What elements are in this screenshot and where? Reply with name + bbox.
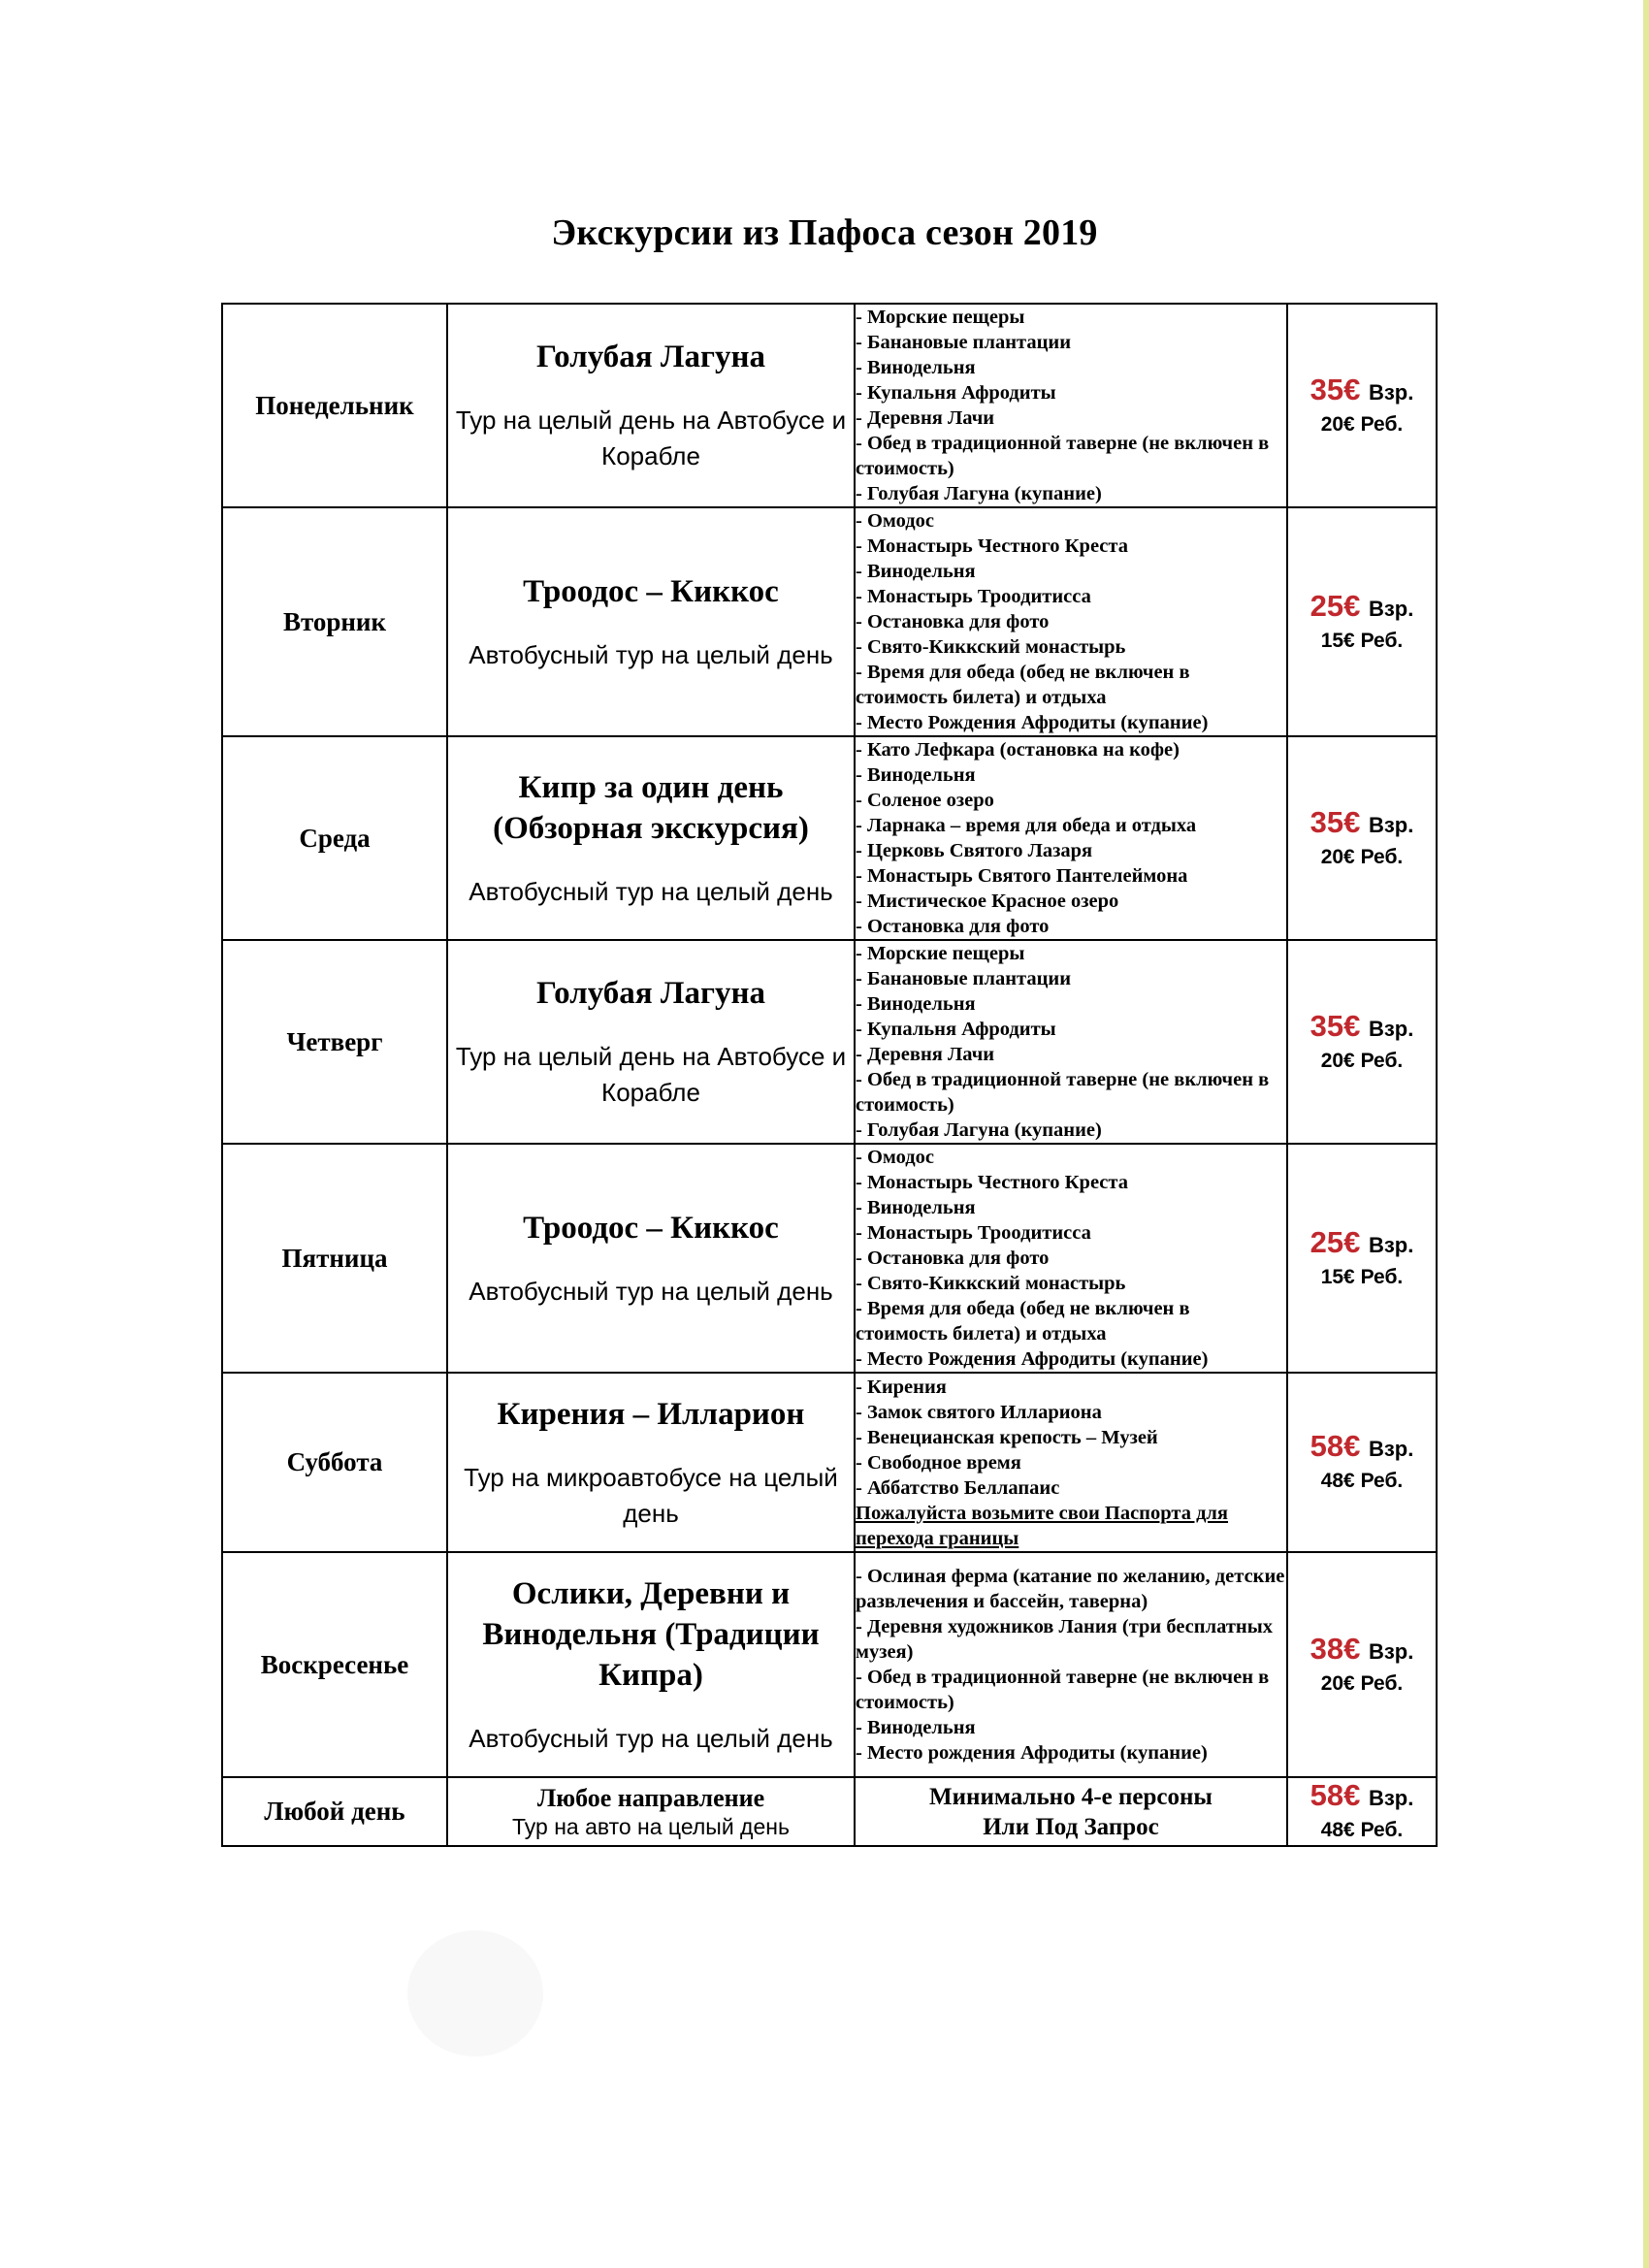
child-price: 20€ Реб. <box>1320 845 1404 868</box>
tour-description: Тур на микроавтобусе на целый день <box>464 1462 838 1528</box>
program-stop: - Морские пещеры <box>856 307 1025 328</box>
tours-table <box>221 303 1438 1847</box>
tour-cell <box>447 1144 855 1373</box>
program-stop: - Аббатство Беллапаис <box>856 1476 1060 1499</box>
program-stop: - Время для обеда (обед не включен в стоимость билета) и отдыха <box>856 1298 1190 1345</box>
child-price: 15€ Реб. <box>1320 1265 1404 1288</box>
page-title: Экскурсии из Пафоса сезон 2019 <box>551 212 1098 253</box>
adult-price <box>1288 1009 1436 1047</box>
table-row <box>222 304 1437 507</box>
program-stop: - Место Рождения Афродиты (купание) <box>856 1348 1209 1370</box>
program-stop: - Остановка для фото <box>856 916 1050 937</box>
program-stop: - Монастырь Троодитисса <box>856 1222 1091 1244</box>
program-stop: - Голубая Лагуна (купание) <box>856 1119 1102 1141</box>
adult-price <box>1288 373 1436 410</box>
program-stop: - Винодельня <box>856 561 976 582</box>
program-cell <box>855 1777 1287 1846</box>
paper-smudge <box>407 1930 543 2057</box>
program-stop: - Монастырь Честного Креста <box>856 1172 1128 1193</box>
adult-label: Взр. <box>1368 1786 1414 1810</box>
price-cell <box>1287 736 1437 940</box>
tour-description: Тур на целый день на Автобусе и Корабле <box>455 1042 847 1107</box>
adult-price-value: 25€ <box>1310 1224 1361 1259</box>
program-stop: - Место Рождения Афродиты (купание) <box>856 712 1209 733</box>
program-cell <box>855 304 1287 507</box>
table-row-any-day <box>222 1777 1437 1846</box>
group-note: Или Под Запрос <box>983 1813 1159 1840</box>
group-note: Минимально 4-е персоны <box>929 1783 1212 1810</box>
program-cell <box>855 940 1287 1144</box>
adult-price <box>1288 589 1436 627</box>
child-price: 20€ Реб. <box>1320 1049 1404 1072</box>
program-cell <box>855 1552 1287 1777</box>
program-stop: - Свято-Киккский монастырь <box>856 636 1126 658</box>
program-stop: - Остановка для фото <box>856 1247 1050 1269</box>
day-cell: Суббота <box>222 1373 447 1552</box>
program-stop: - Ослиная ферма (катание по желанию, детские развлечения и бассейн, таверна) <box>856 1566 1285 1612</box>
tour-title: Любое направление <box>536 1783 765 1812</box>
price-cell <box>1287 304 1437 507</box>
program-stop: - Морские пещеры <box>856 943 1025 964</box>
program-stop: - Обед в традиционной таверне (не включен в стоимость) <box>856 1667 1270 1713</box>
table-row <box>222 736 1437 940</box>
program-stop: - Место рождения Афродиты (купание) <box>856 1742 1208 1764</box>
program-stop: - Свободное время <box>856 1451 1021 1474</box>
program-stop: - Винодельня <box>856 993 976 1015</box>
adult-price-value: 58€ <box>1310 1778 1361 1812</box>
adult-label: Взр. <box>1368 1232 1414 1257</box>
program-stop: - Банановые плантации <box>856 968 1072 989</box>
tour-title: Голубая Лагуна <box>536 340 765 374</box>
table-row <box>222 507 1437 736</box>
adult-price-value: 25€ <box>1310 588 1361 623</box>
child-price: 20€ Реб. <box>1320 1671 1404 1695</box>
child-price: 15€ Реб. <box>1320 629 1404 652</box>
program-stop: - Деревня Лачи <box>856 407 995 429</box>
program-stop: - Церковь Святого Лазаря <box>856 840 1093 861</box>
program-stop: - Обед в традиционной таверне (не включен в стоимость) <box>856 1069 1270 1116</box>
price-cell <box>1287 507 1437 736</box>
program-stop: - Монастырь Святого Пантелеймона <box>856 865 1188 887</box>
tour-description: Тур на авто на целый день <box>512 1813 790 1839</box>
day-cell: Воскресенье <box>222 1552 447 1777</box>
tour-cell <box>447 940 855 1144</box>
program-stop: - Монастырь Троодитисса <box>856 586 1091 607</box>
program-stop: - Ларнака – время для обеда и отдыха <box>856 815 1197 836</box>
program-stop: - Винодельня <box>856 1197 976 1218</box>
table-row <box>222 1144 1437 1373</box>
passport-note: Пожалуйста возьмите свои Паспорта для перехода границы <box>856 1502 1229 1549</box>
price-cell <box>1287 1373 1437 1552</box>
program-stop: - Банановые плантации <box>856 332 1072 353</box>
program-stop: - Остановка для фото <box>856 611 1050 632</box>
program-stop: - Винодельня <box>856 1717 976 1738</box>
price-cell <box>1287 1777 1437 1846</box>
adult-label: Взр. <box>1368 379 1414 405</box>
child-price: 48€ Реб. <box>1320 1470 1404 1492</box>
program-stop: - Омодос <box>856 1147 934 1168</box>
program-stop: - Время для обеда (обед не включен в стоимость билета) и отдыха <box>856 662 1190 708</box>
tour-description: Автобусный тур на целый день <box>469 1723 833 1753</box>
day-cell: Среда <box>222 736 447 940</box>
program-stop: - Винодельня <box>856 357 976 378</box>
adult-price <box>1288 1778 1436 1816</box>
tour-title: Троодос – Киккос <box>523 1210 779 1246</box>
program-stop: - Винодельня <box>856 764 976 786</box>
adult-price <box>1288 1429 1436 1467</box>
program-stop: - Голубая Лагуна (купание) <box>856 483 1102 504</box>
tour-cell <box>447 507 855 736</box>
program-cell <box>855 1144 1287 1373</box>
adult-price-value: 58€ <box>1310 1429 1361 1463</box>
table-row <box>222 940 1437 1144</box>
table-row <box>222 1373 1437 1552</box>
adult-price-value: 38€ <box>1310 1631 1361 1666</box>
adult-price-value: 35€ <box>1310 804 1361 839</box>
program-stop: - Свято-Киккский монастырь <box>856 1273 1126 1294</box>
tour-description: Автобусный тур на целый день <box>469 639 833 669</box>
child-price: 48€ Реб. <box>1320 1819 1404 1841</box>
program-stop: - Деревня Лачи <box>856 1044 995 1065</box>
program-cell <box>855 736 1287 940</box>
tour-cell <box>447 1373 855 1552</box>
adult-label: Взр. <box>1368 1638 1414 1664</box>
day-cell: Понедельник <box>222 304 447 507</box>
program-stop: - Монастырь Честного Креста <box>856 535 1128 557</box>
tour-title: Троодос – Киккос <box>523 573 779 609</box>
tour-cell <box>447 1777 855 1846</box>
program-stop: - Соленое озеро <box>856 790 994 811</box>
program-stop: - Замок святого Иллариона <box>856 1401 1102 1423</box>
price-cell <box>1287 940 1437 1144</box>
tour-description: Тур на целый день на Автобусе и Корабле <box>455 405 847 470</box>
adult-price <box>1288 1225 1436 1263</box>
program-cell <box>855 507 1287 736</box>
adult-price <box>1288 805 1436 843</box>
tour-title: Ослики, Деревни и Винодельня (Традиции Кипра) <box>482 1575 820 1693</box>
tour-description: Автобусный тур на целый день <box>469 876 833 906</box>
program-stop: - Като Лефкара (остановка на кофе) <box>856 739 1180 761</box>
price-cell <box>1287 1552 1437 1777</box>
tour-title: Кипр за один день (Обзорная экскурсия) <box>493 769 809 846</box>
day-cell: Четверг <box>222 940 447 1144</box>
program-stop: - Омодос <box>856 510 934 532</box>
tour-cell <box>447 1552 855 1777</box>
program-stop: - Венецианская крепость – Музей <box>856 1426 1158 1448</box>
adult-label: Взр. <box>1368 596 1414 621</box>
day-cell: Любой день <box>222 1777 447 1846</box>
program-stop: - Купальня Афродиты <box>856 1019 1056 1040</box>
adult-price-value: 35€ <box>1310 1008 1361 1043</box>
adult-price <box>1288 1632 1436 1669</box>
day-cell: Пятница <box>222 1144 447 1373</box>
adult-label: Взр. <box>1368 812 1414 837</box>
day-cell: Вторник <box>222 507 447 736</box>
page-edge-line <box>1643 0 1649 2268</box>
program-cell <box>855 1373 1287 1552</box>
adult-price-value: 35€ <box>1310 372 1361 406</box>
tour-cell <box>447 736 855 940</box>
table-row <box>222 1552 1437 1777</box>
price-cell <box>1287 1144 1437 1373</box>
program-stop: - Мистическое Красное озеро <box>856 891 1119 912</box>
program-stop: - Купальня Афродиты <box>856 382 1056 404</box>
program-stop: - Деревня художников Лания (три бесплатных музея) <box>856 1616 1273 1663</box>
adult-label: Взр. <box>1368 1016 1414 1041</box>
program-stop: - Обед в традиционной таверне (не включен в стоимость) <box>856 433 1270 479</box>
tour-title: Кирения – Илларион <box>497 1396 805 1432</box>
tour-cell <box>447 304 855 507</box>
tour-description: Автобусный тур на целый день <box>469 1276 833 1306</box>
child-price: 20€ Реб. <box>1320 412 1404 436</box>
adult-label: Взр. <box>1368 1437 1414 1461</box>
program-stop: - Кирения <box>856 1376 947 1398</box>
tour-title: Голубая Лагуна <box>536 976 765 1011</box>
